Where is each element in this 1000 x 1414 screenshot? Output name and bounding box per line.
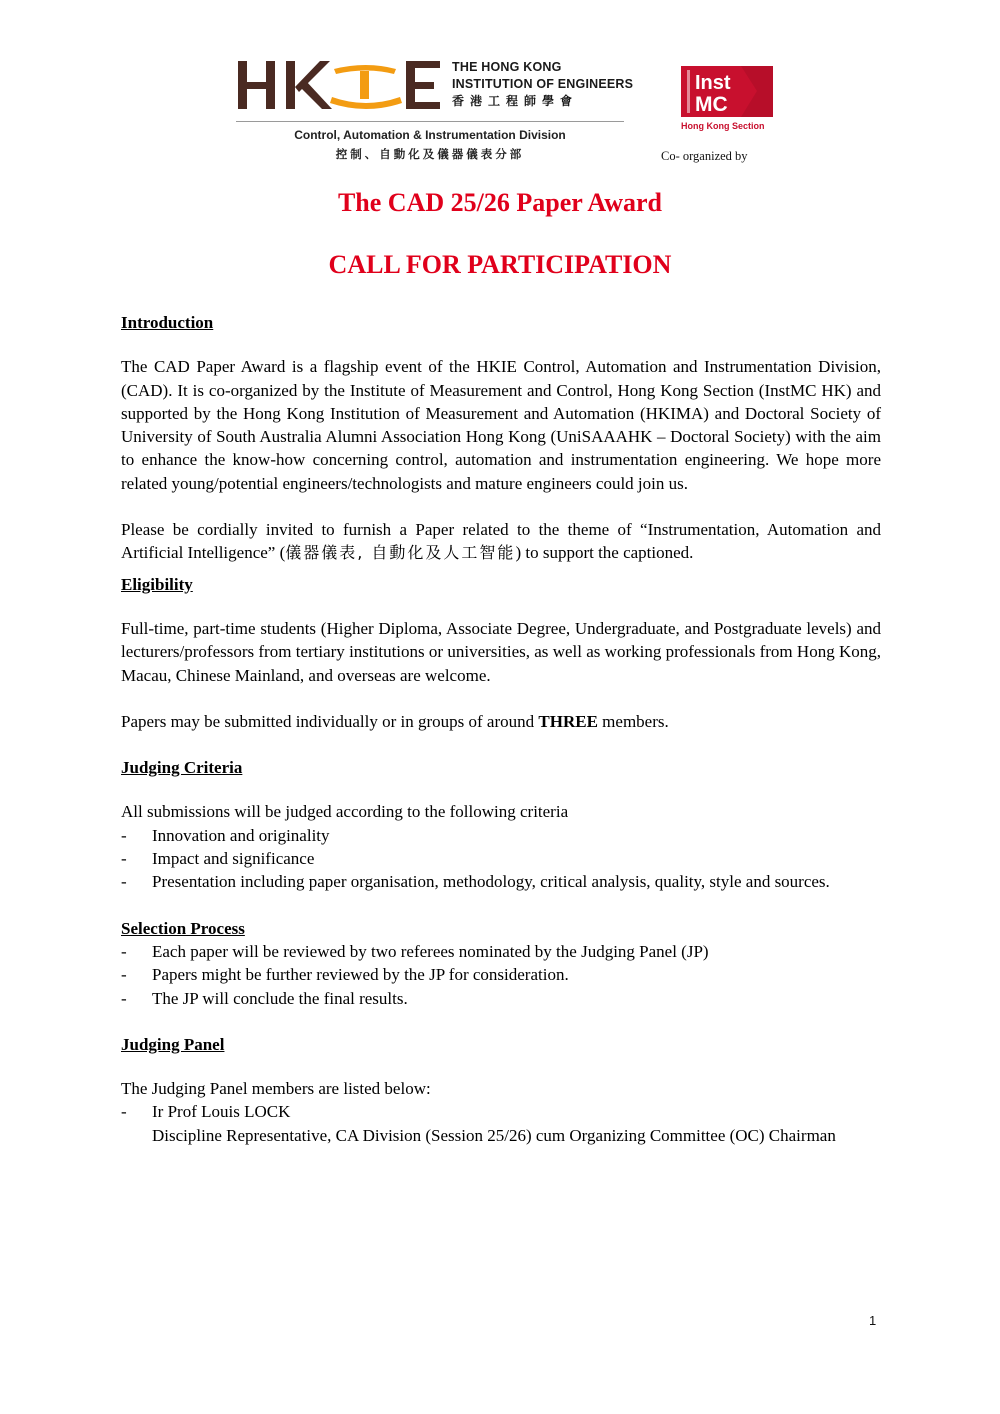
- list-item-text: Impact and significance: [152, 849, 315, 869]
- list-dash: -: [121, 872, 127, 892]
- eligibility-paragraph-1: Full-time, part-time students (Higher Diploma, Associate Degree, Undergraduate, and Postgraduate levels) and lecturers/professors from tertiary institutions or universities, as well as working professionals from Hong Kong, Macau, Chinese Mainland, and overseas are welcome.: [121, 618, 881, 685]
- hkie-mark-icon: [236, 57, 442, 113]
- eligibility-paragraph-2: [121, 710, 881, 733]
- group-size-text-end: members.: [597, 711, 669, 731]
- judging-panel-list: [121, 1100, 881, 1123]
- selection-process-heading: Selection Process: [121, 918, 245, 938]
- list-dash: -: [121, 988, 127, 1008]
- svg-text:MC: MC: [695, 93, 728, 116]
- list-item: [121, 963, 881, 986]
- list-item: [121, 940, 881, 963]
- list-dash: -: [121, 1102, 127, 1122]
- eligibility-heading: Eligibility: [121, 574, 193, 594]
- instmc-badge: [681, 66, 773, 117]
- judging-criteria-list: [121, 824, 881, 894]
- theme-chinese: 儀器儀表, 自動化及人工智能: [285, 543, 516, 563]
- instmc-mark-icon: [681, 66, 773, 117]
- panel-member-role: Discipline Representative, CA Division (Session 25/26) cum Organizing Committee (OC) Chairman: [152, 1125, 836, 1145]
- instmc-caption: Hong Kong Section: [681, 121, 765, 131]
- page-number: 1: [869, 1313, 877, 1328]
- list-item-text: Presentation including paper organisation, methodology, critical analysis, quality, style and sources.: [152, 872, 830, 892]
- list-item: [121, 987, 881, 1010]
- list-dash: -: [121, 941, 127, 961]
- judging-criteria-heading: Judging Criteria: [121, 758, 243, 778]
- group-size-text-start: Papers may be submitted individually or in groups of around: [121, 711, 539, 731]
- theme-text-end: ) to support the captioned.: [515, 543, 694, 563]
- list-item-text: Innovation and originality: [152, 825, 330, 845]
- list-item-text: The JP will conclude the final results.: [152, 988, 408, 1008]
- division-name: Control, Automation & Instrumentation Division: [294, 128, 566, 142]
- division-name-chinese: 控制、自動化及儀器儀表分部: [335, 147, 525, 161]
- hkie-institution-name: [452, 59, 633, 110]
- list-item: [121, 870, 881, 893]
- hkie-logo: [236, 55, 636, 165]
- list-dash: -: [121, 965, 127, 985]
- hkie-name-line-1: THE HONG KONG: [452, 60, 562, 74]
- page-title: The CAD 25/26 Paper Award: [337, 188, 663, 217]
- group-size-emphasis: THREE: [538, 711, 598, 731]
- theme-text-start: Please be cordially invited to furnish a Paper related to the theme of “Instrumentation, Automation and Artificial Intelligence” (: [121, 520, 881, 563]
- list-item: [121, 847, 881, 870]
- instmc-logo: [681, 66, 773, 136]
- page-subtitle: CALL FOR PARTICIPATION: [328, 250, 672, 279]
- list-item-text: Each paper will be reviewed by two referees nominated by the Judging Panel (JP): [152, 941, 709, 961]
- introduction-paragraph-2: [121, 518, 881, 565]
- list-item-text: Papers might be further reviewed by the JP for consideration.: [152, 965, 569, 985]
- judging-panel-intro: The Judging Panel members are listed below:: [121, 1079, 431, 1099]
- judging-panel-heading: Judging Panel: [121, 1034, 225, 1054]
- panel-member: [121, 1100, 881, 1123]
- list-dash: -: [121, 825, 127, 845]
- selection-process-list: [121, 940, 881, 1010]
- introduction-paragraph-1: The CAD Paper Award is a flagship event of the HKIE Control, Automation and Instrumentation Division, (CAD). It is co-organized by the Institute of Measurement and Control, Hong Kong Section (InstMC HK) and supported by the Hong Kong Institution of Measurement and Automation (HKIMA) and Doctoral Society of University of South Australia Alumni Association Hong Kong (UniSAAAHK – Doctoral Society) with the aim to enhance the know-how concerning control, automation and instrumentation engineering. We hope more related young/potential engineers/technologists and mature engineers could join us.: [121, 357, 881, 493]
- svg-text:Inst: Inst: [695, 72, 731, 94]
- introduction-heading: Introduction: [121, 313, 214, 332]
- co-organized-label: Co- organized by: [661, 149, 748, 163]
- hkie-name-chinese: 香港工程師學會: [452, 94, 579, 108]
- judging-criteria-intro: All submissions will be judged according to the following criteria: [121, 802, 569, 822]
- list-dash: -: [121, 849, 127, 869]
- hkie-name-line-2: INSTITUTION OF ENGINEERS: [452, 77, 634, 91]
- document-body: [121, 311, 881, 1147]
- list-item: [121, 824, 881, 847]
- header-divider: [236, 121, 624, 122]
- panel-member-name: Ir Prof Louis LOCK: [152, 1102, 291, 1122]
